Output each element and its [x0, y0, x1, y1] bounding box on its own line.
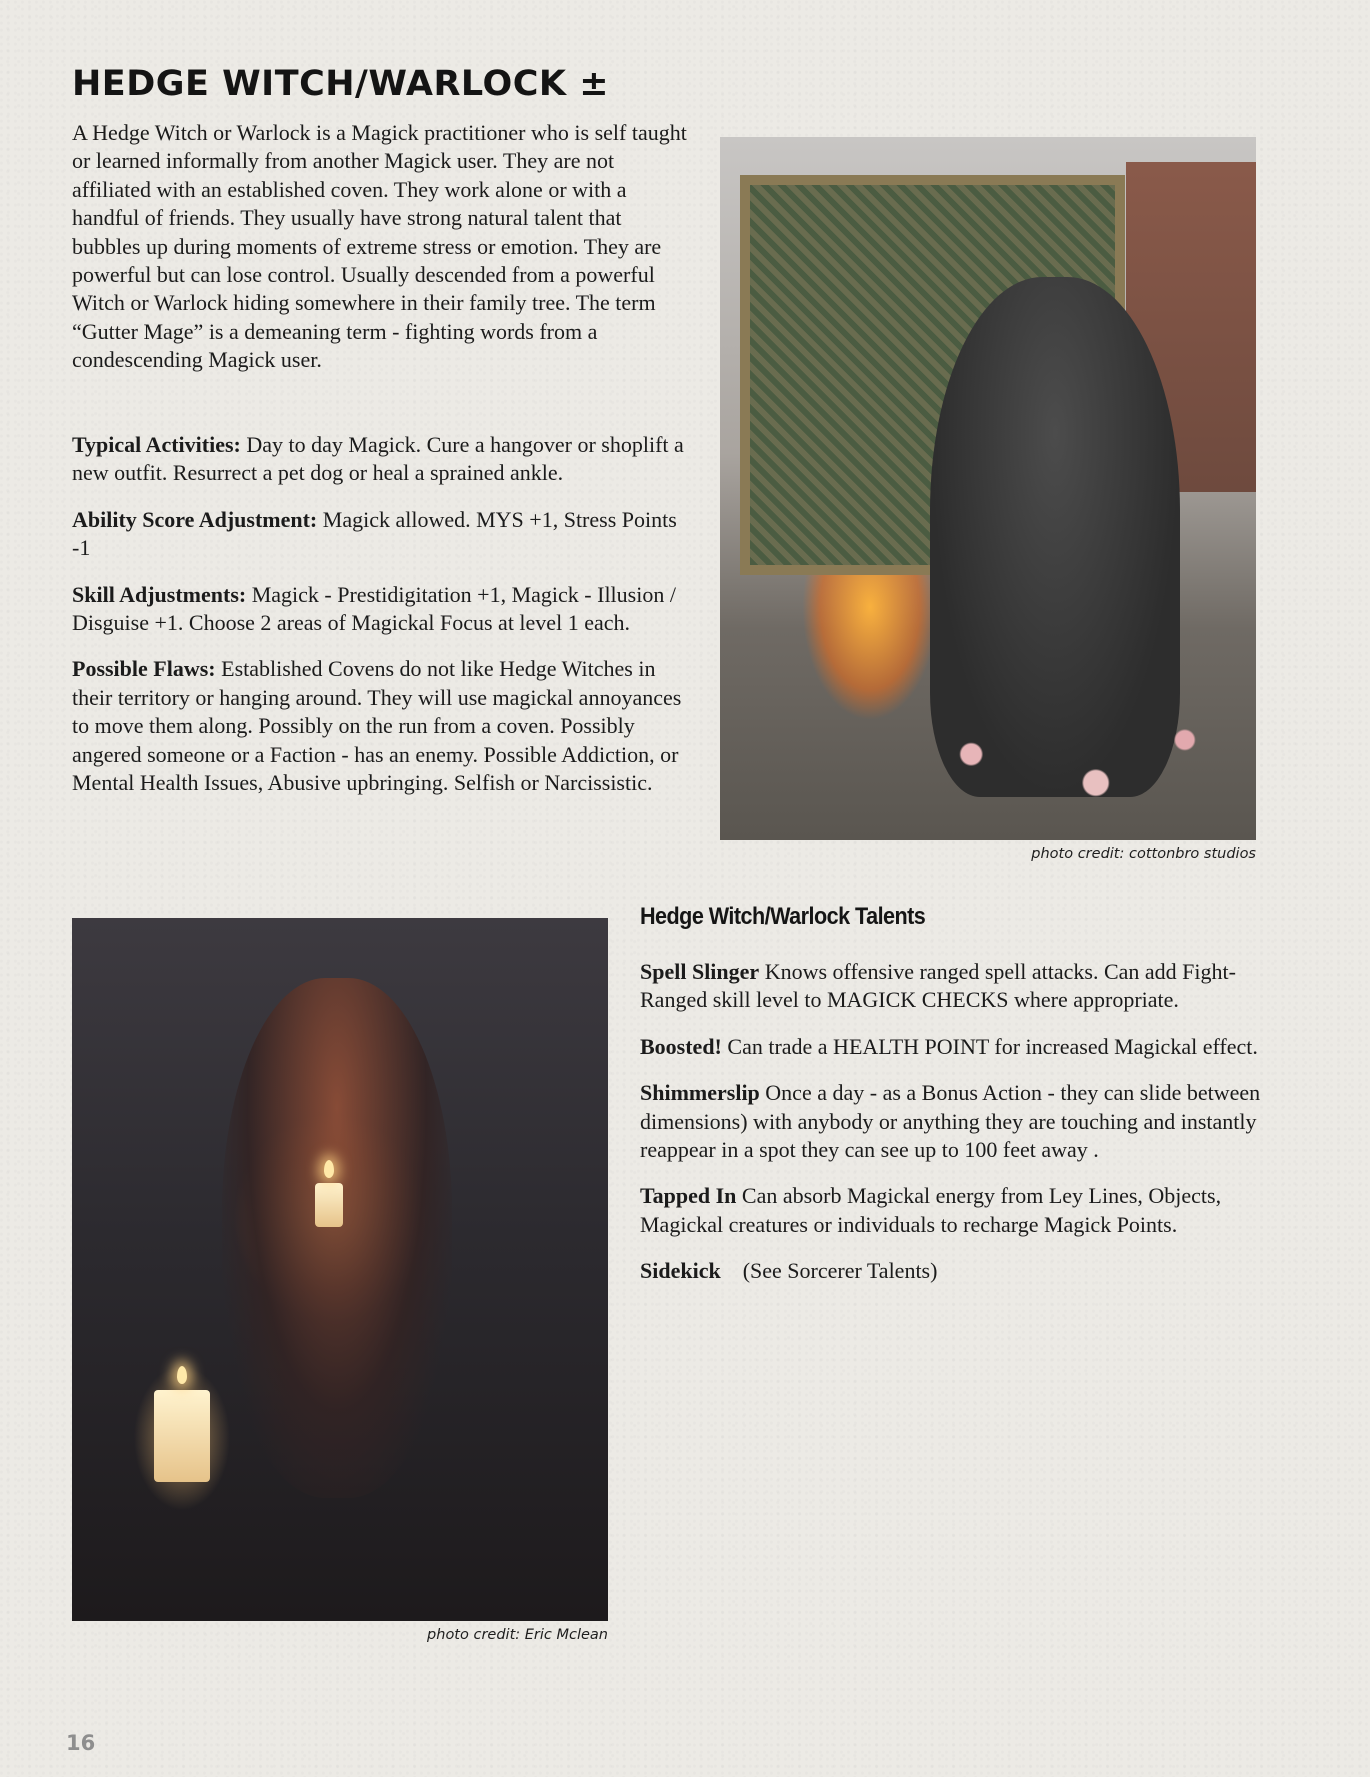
- talent-sidekick: [640, 1257, 1265, 1285]
- photo-warlock-with-fire: [720, 137, 1256, 840]
- detail-skill-adjustments: [72, 581, 697, 638]
- page-number: 16: [66, 1731, 96, 1755]
- class-details: [72, 431, 697, 815]
- detail-text: Magick - Prestidigitation +1, Magick - Illusion / Disguise +1. Choose 2 areas of Magickal Focus at level 1 each.: [72, 581, 676, 636]
- photo-credit-caption: photo credit: cottonbro studios: [1031, 846, 1256, 862]
- photo-witch-with-candle: [72, 918, 608, 1621]
- talent-label: Boosted!: [640, 1033, 722, 1059]
- detail-possible-flaws: [72, 655, 697, 797]
- talent-text: Once a day - as a Bonus Action - they can slide between dimensions) with anybody or anything they are touching and instantly reappear in a spot they can see up to 100 feet away .: [640, 1080, 1261, 1163]
- photo-candle: [154, 1390, 210, 1482]
- photo-witch-figure: [222, 978, 452, 1498]
- talents-list: [640, 958, 1265, 1304]
- detail-label: Typical Activities:: [72, 432, 241, 457]
- photo-flowers: [900, 697, 1256, 840]
- talent-label: Tapped In: [640, 1183, 737, 1209]
- talent-label: Sidekick: [640, 1258, 721, 1284]
- talent-tapped-in: [640, 1182, 1265, 1239]
- talents-heading: Hedge Witch/Warlock Talents: [640, 903, 926, 930]
- talent-shimmerslip: [640, 1079, 1265, 1164]
- detail-label: Possible Flaws:: [72, 656, 216, 682]
- talent-text: (See Sorcerer Talents): [720, 1258, 938, 1284]
- photo-held-candle: [315, 1183, 343, 1227]
- detail-label: Skill Adjustments:: [72, 581, 247, 607]
- detail-text: Day to day Magick. Cure a hangover or shoplift a new outfit. Resurrect a pet dog or heal a sprained ankle.: [72, 432, 684, 486]
- photo-credit-caption: photo credit: Eric Mclean: [427, 1627, 608, 1643]
- talent-label: Shimmerslip: [640, 1080, 760, 1106]
- detail-ability-score: [72, 506, 697, 563]
- talent-text: Can trade a HEALTH POINT for increased Magickal effect.: [721, 1033, 1258, 1059]
- detail-text: Established Covens do not like Hedge Witches in their territory or hanging around. They will use magickal annoyances to move them along. Possibly on the run from a coven. Possibly angered someone or a Faction - has an enemy. Possible Addiction, or Mental Health Issues, Abusive upbringing. Selfish or Narcissistic.: [72, 656, 682, 796]
- talent-text: Knows offensive ranged spell attacks. Can add Fight-Ranged skill level to MAGICK CHECKS where appropriate.: [640, 959, 1236, 1013]
- detail-text: Magick allowed. MYS +1, Stress Points -1: [72, 506, 677, 561]
- talent-text: Can absorb Magickal energy from Ley Lines, Objects, Magickal creatures or individuals to recharge Magick Points.: [640, 1183, 1222, 1237]
- detail-typical-activities: [72, 431, 697, 488]
- page-title: HEDGE WITCH/WARLOCK ±: [72, 64, 610, 104]
- talent-label: Spell Slinger: [640, 959, 760, 984]
- photo-held-candle-flame: [324, 1160, 334, 1178]
- intro-paragraph: A Hedge Witch or Warlock is a Magick practitioner who is self taught or learned informally from another Magick user. They are not affiliated with an established coven. They work alone or with a handful of friends. They usually have strong natural talent that bubbles up during moments of extreme stress or emotion. They are powerful but can lose control. Usually descended from a powerful Witch or Warlock hiding somewhere in their family tree. The term “Gutter Mage” is a demeaning term - fighting words from a condescending Magick user.: [72, 120, 687, 373]
- photo-candle-flame: [177, 1366, 187, 1384]
- talent-spell-slinger: [640, 958, 1265, 1015]
- detail-label: Ability Score Adjustment:: [72, 506, 318, 532]
- talent-boosted: [640, 1033, 1265, 1061]
